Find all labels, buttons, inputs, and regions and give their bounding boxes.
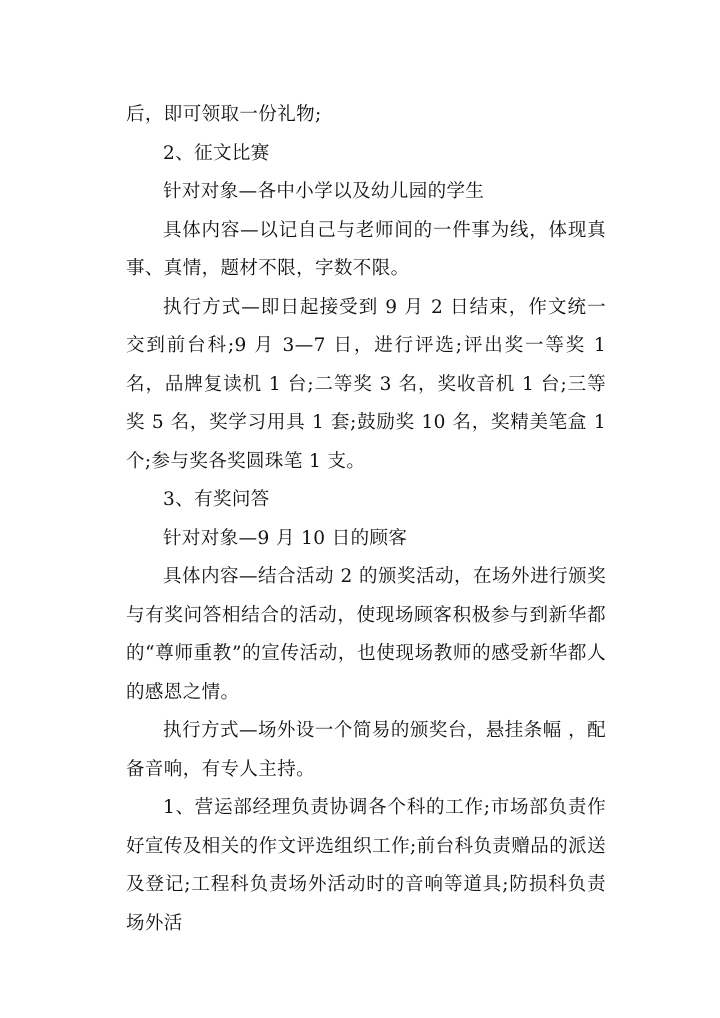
paragraph-quiz-content: 具体内容—结合活动 2 的颁奖活动，在场外进行颁奖与有奖问答相结合的活动，使现场顾客积极参与到新华都的“尊师重教”的宣传活动，也使现场教师的感受新华都人的感恩之情。 (126, 566, 606, 703)
heading-essay-contest: 2、征文比赛 (163, 142, 270, 164)
heading-prize-quiz: 3、有奖问答 (163, 489, 270, 510)
paragraph-quiz-execution: 执行方式—场外设一个简易的颁奖台，悬挂条幅 ，配备音响，有专人主持。 (126, 720, 606, 780)
paragraph-essay-target: 针对对象—各中小学以及幼儿园的学生 (163, 181, 485, 202)
paragraph-essay-content: 具体内容—以记自己与老师间的一件事为线，体现真事、真情，题材不限，字数不限。 (126, 219, 606, 279)
document-body (126, 96, 606, 943)
paragraph-gift-continuation: 后，即可领取一份礼物; (126, 104, 322, 125)
paragraph-essay-execution: 执行方式—即日起接受到 9 月 2 日结束，作文统一交到前台科;9 月 3—7 日，进行评选;评出奖一等奖 1 名，品牌复读机 1 台;二等奖 3 名，奖收音机 1 台;三等奖 5 名，奖学习用具 1 套;鼓励奖 10 名，奖精美笔盒 1 个;参与奖各奖圆珠笔 1 支。 (126, 296, 606, 472)
paragraph-quiz-target: 针对对象—9 月 10 日的顾客 (163, 527, 408, 549)
paragraph-responsibilities: 1、营运部经理负责协调各个科的工作;市场部负责作好宣传及相关的作文评选组织工作;前台科负责赠品的派送及登记;工程科负责场外活动时的音响等道具;防损科负责场外活 (126, 797, 606, 934)
